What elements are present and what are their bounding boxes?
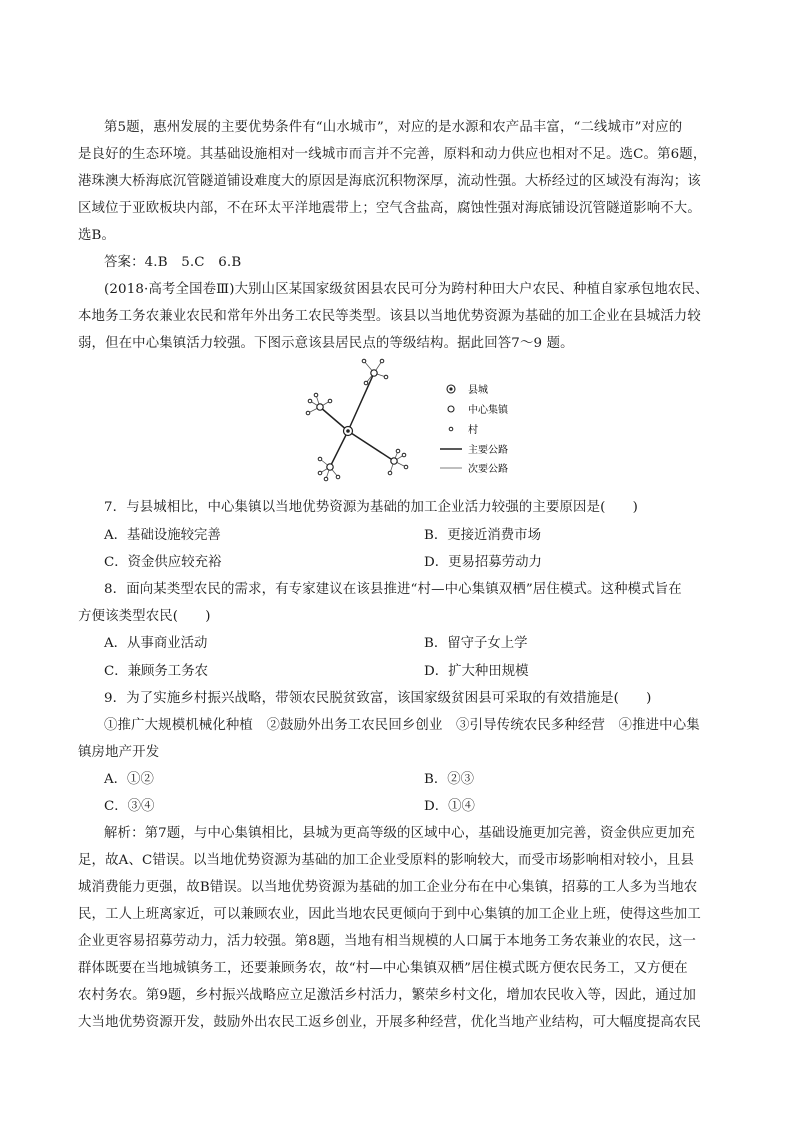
- question-9-stem: 9．为了实施乡村振兴战略，带领农民脱贫致富，该国家级贫困县可采取的有效措施是( ): [104, 691, 652, 706]
- q7-option-b: B．更接近消费市场: [424, 528, 541, 543]
- solution-line: 是良好的生态环境。其基础设施相对一线城市而言并不完善，原料和动力供应也相对不足。选C。第6题，: [78, 147, 707, 162]
- intro-line: 本地务工务农兼业农民和常年外出务工农民等类型。该县以当地优势资源为基础的加工企业在县城活力较: [78, 309, 701, 324]
- intro-line: 弱，但在中心集镇活力较强。下图示意该县居民点的等级结构。据此回答7～9 题。: [78, 336, 574, 351]
- solution-line: 区域位于亚欧板块内部，不在环太平洋地震带上；空气含盐高，腐蚀性强对海底铺设沉管隧道影响不大。: [78, 201, 701, 216]
- solution-line: 港珠澳大桥海底沉管隧道铺设难度大的原因是海底沉积物深厚，流动性强。大桥经过的区域没有海沟；该: [78, 174, 701, 189]
- intro-line: (2018·高考全国卷Ⅲ)大别山区某国家级贫困县农民可分为跨村种田大户农民、种植自家承包地农民、: [104, 282, 709, 297]
- analysis-line: 城消费能力更强，故B错误。以当地优势资源为基础的加工企业分布在中心集镇，招募的工人多为当地农: [78, 880, 698, 895]
- question-8-stem: 8．面向某类型农民的需求，有专家建议在该县推进“村—中心集镇双栖”居住模式。这种模式旨在: [104, 582, 682, 597]
- legend-village: 村: [468, 425, 478, 436]
- q7-option-d: D．更易招募劳动力: [424, 555, 542, 570]
- q7-option-a: A．基础设施较完善: [104, 528, 221, 543]
- solution-line: 第5题，惠州发展的主要优势条件有“山水城市”，对应的是水源和农产品丰富，“二线城市”对应的: [104, 120, 683, 135]
- county-node: [344, 427, 353, 436]
- q7-option-c: C．资金供应较充裕: [104, 555, 222, 570]
- q8-option-d: D．扩大种田规模: [424, 664, 529, 679]
- question-9-items-cont: 镇房地产开发: [78, 745, 160, 760]
- question-8-stem-cont: 方便该类型农民( ): [78, 609, 211, 624]
- legend-county: 县城: [468, 385, 488, 396]
- q9-option-c: C．③④: [104, 799, 155, 814]
- question-9-items: ①推广大规模机械化种植 ②鼓励外出务工农民回乡创业 ③引导传统农民多种经营 ④推进中心集: [104, 718, 700, 733]
- q8-option-b: B．留守子女上学: [424, 636, 528, 651]
- analysis-line: 农村务农。第9题，乡村振兴战略应立足激活乡村活力，繁荣乡村文化，增加农民收入等，因此，通过加: [78, 988, 696, 1003]
- analysis-line: 足，故A、C错误。以当地优势资源为基础的加工企业受原料的影响较大，而受市场影响相对较小，且县: [78, 853, 694, 868]
- analysis-line: 民，工人上班离家近，可以兼顾农业，因此当地农民更倾向于到中心集镇的加工企业上班，使得这些加工: [78, 907, 701, 922]
- analysis-line: 解析：第7题，与中心集镇相比，县城为更高等级的区域中心，基础设施更加完善，资金供应更加充: [104, 826, 695, 841]
- q9-option-d: D．①④: [424, 799, 475, 814]
- legend-town: 中心集镇: [468, 405, 508, 416]
- legend-town-symbol: [448, 406, 454, 412]
- analysis-line: 企业更容易招募劳动力，活力较强。第8题，当地有相当规模的人口属于本地务工务农兼业的农民，这一: [78, 934, 696, 949]
- main-roads: [320, 373, 394, 467]
- analysis-line: 大当地优势资源开发，鼓励外出农民工返乡创业，开展多种经营，优化当地产业结构，可大幅度提高农民: [78, 1015, 701, 1030]
- legend-minor-road: 次要公路: [468, 464, 508, 475]
- q9-option-a: A．①②: [104, 772, 154, 787]
- settlement-diagram: [290, 355, 530, 485]
- q9-option-b: B．②③: [424, 772, 475, 787]
- legend-village-symbol: [449, 427, 453, 431]
- solution-line: 选B。: [78, 228, 116, 243]
- q8-option-c: C．兼顾务工务农: [104, 664, 208, 679]
- question-7-stem: 7．与县城相比，中心集镇以当地优势资源为基础的加工企业活力较强的主要原因是( ): [104, 500, 638, 515]
- analysis-line: 群体既要在当地城镇务工，还要兼顾务农，故“村—中心集镇双栖”居住模式既方便农民务工，又方便在: [78, 961, 688, 976]
- answer-line: 答案：4.B 5.C 6.B: [104, 255, 242, 270]
- q8-option-a: A．从事商业活动: [104, 636, 208, 651]
- legend: [440, 383, 509, 475]
- legend-main-road: 主要公路: [468, 445, 508, 456]
